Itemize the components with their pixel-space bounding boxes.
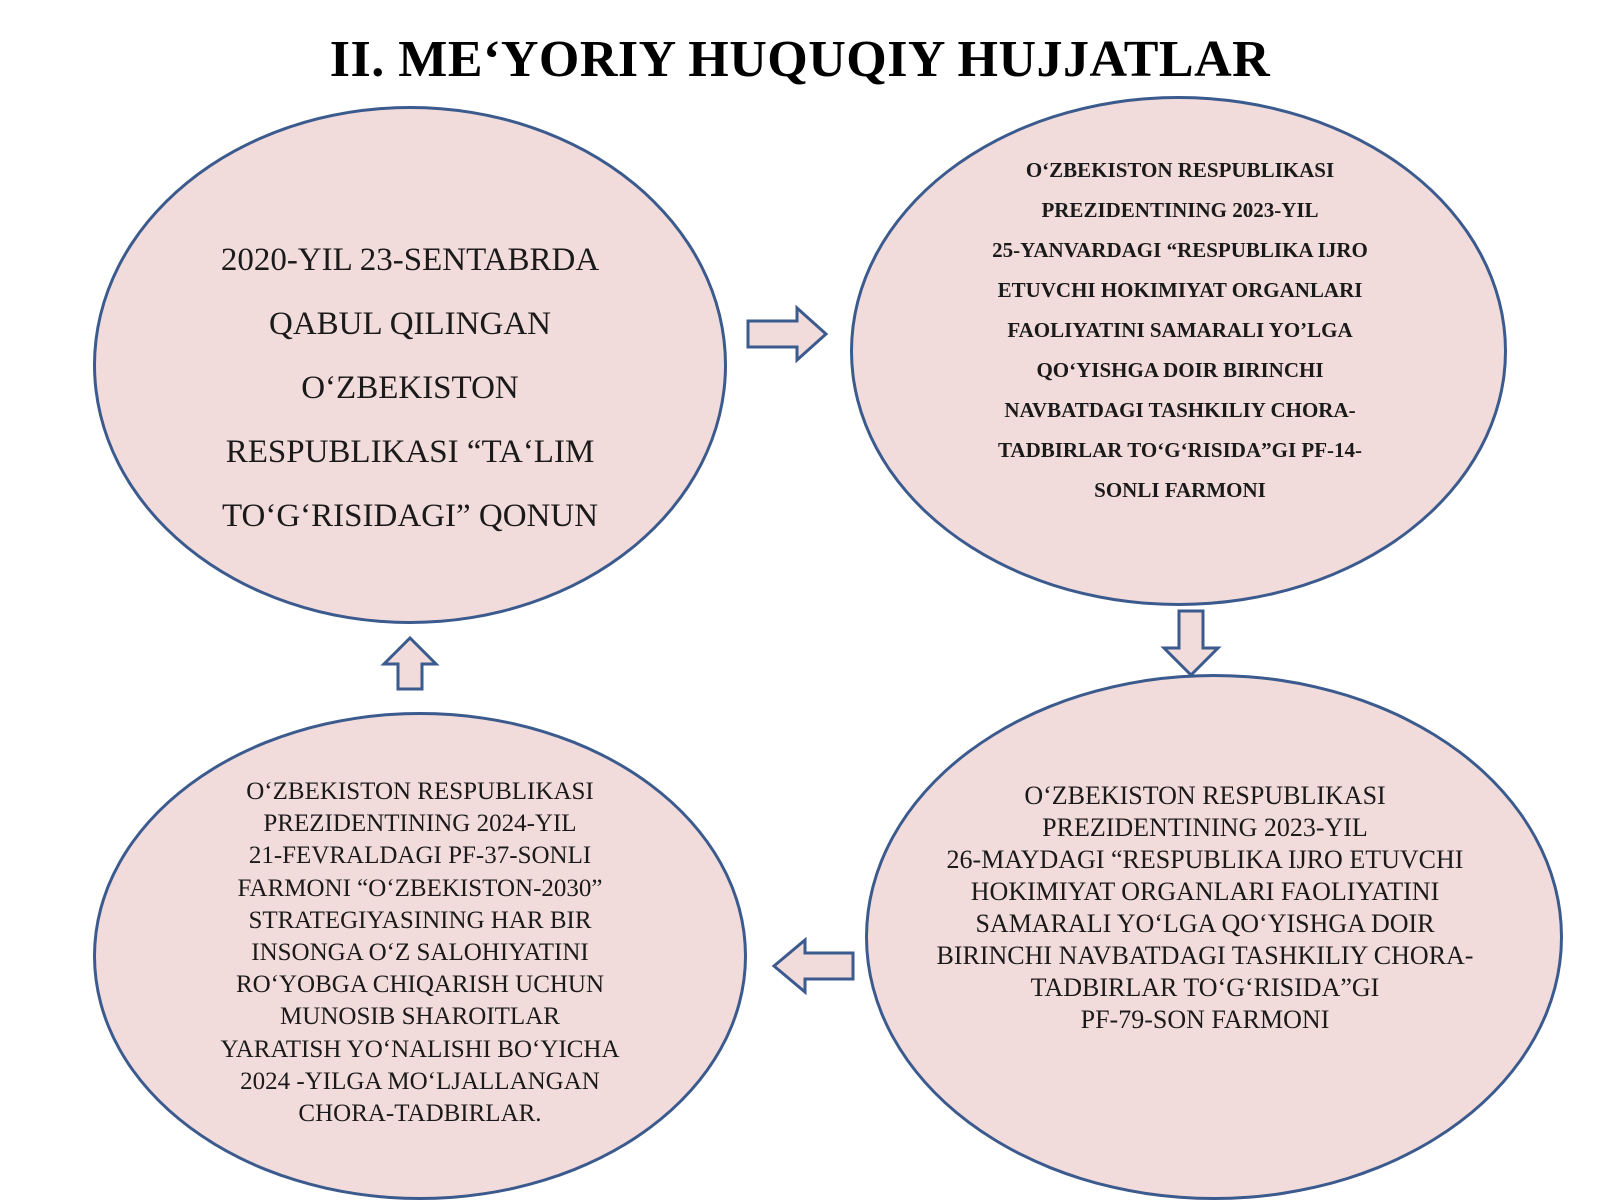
- arrow-up-icon: [380, 634, 440, 692]
- arrow-down-icon: [1160, 608, 1222, 678]
- node-decree-pf-14-text: O‘ZBEKISTON RESPUBLIKASI PREZIDENTINING 2023-YIL 25-YANVARDAGI “RESPUBLIKA IJRO ETUVCHI HOKIMIYAT ORGANLARI FAOLIYATINI SAMARALI YO’LGA QO‘YISHGA DOIR BIRINCHI NAVBATDAGI TASHKILIY CHORA- TADBIRLAR TO‘G‘RISIDA”GI PF-14- SONLI FARMONI: [992, 158, 1368, 502]
- node-decree-pf-79-text: O‘ZBEKISTON RESPUBLIKASI PREZIDENTINING 2023-YIL 26-MAYDAGI “RESPUBLIKA IJRO ETUVCHI HOKIMIYAT ORGANLARI FAOLIYATINI SAMARALI YO‘LGA QO‘YISHGA DOIR BIRINCHI NAVBATDAGI TASHKILIY CHORA- TADBIRLAR TO‘G‘RISIDA”GI PF-79-SON FARMONI: [936, 781, 1474, 1034]
- arrow-left-icon: [770, 936, 856, 996]
- node-decree-pf-37-text: O‘ZBEKISTON RESPUBLIKASI PREZIDENTINING 2024-YIL 21-FEVRALDAGI PF-37-SONLI FARMONI “O‘ZBEKISTON-2030” STRATEGIYASINING HAR BIR INSONGA O‘Z SALOHIYATINI RO‘YOBGA CHIQARISH UCHUN MUNOSIB SHAROITLAR YARATISH YO‘NALISHI BO‘YICHA 2024 -YILGA MO‘LJALLANGAN CHORA-TADBIRLAR.: [220, 778, 620, 1128]
- arrow-right-icon: [745, 304, 830, 364]
- node-law-2020-text: 2020-YIL 23-SENTABRDA QABUL QILINGAN O‘ZBEKISTON RESPUBLIKASI “TA‘LIM TO‘G‘RISIDAGI” QONUN: [220, 242, 600, 534]
- page-title: II. ME‘YORIY HUQUQIY HUJJATLAR: [329, 31, 1271, 88]
